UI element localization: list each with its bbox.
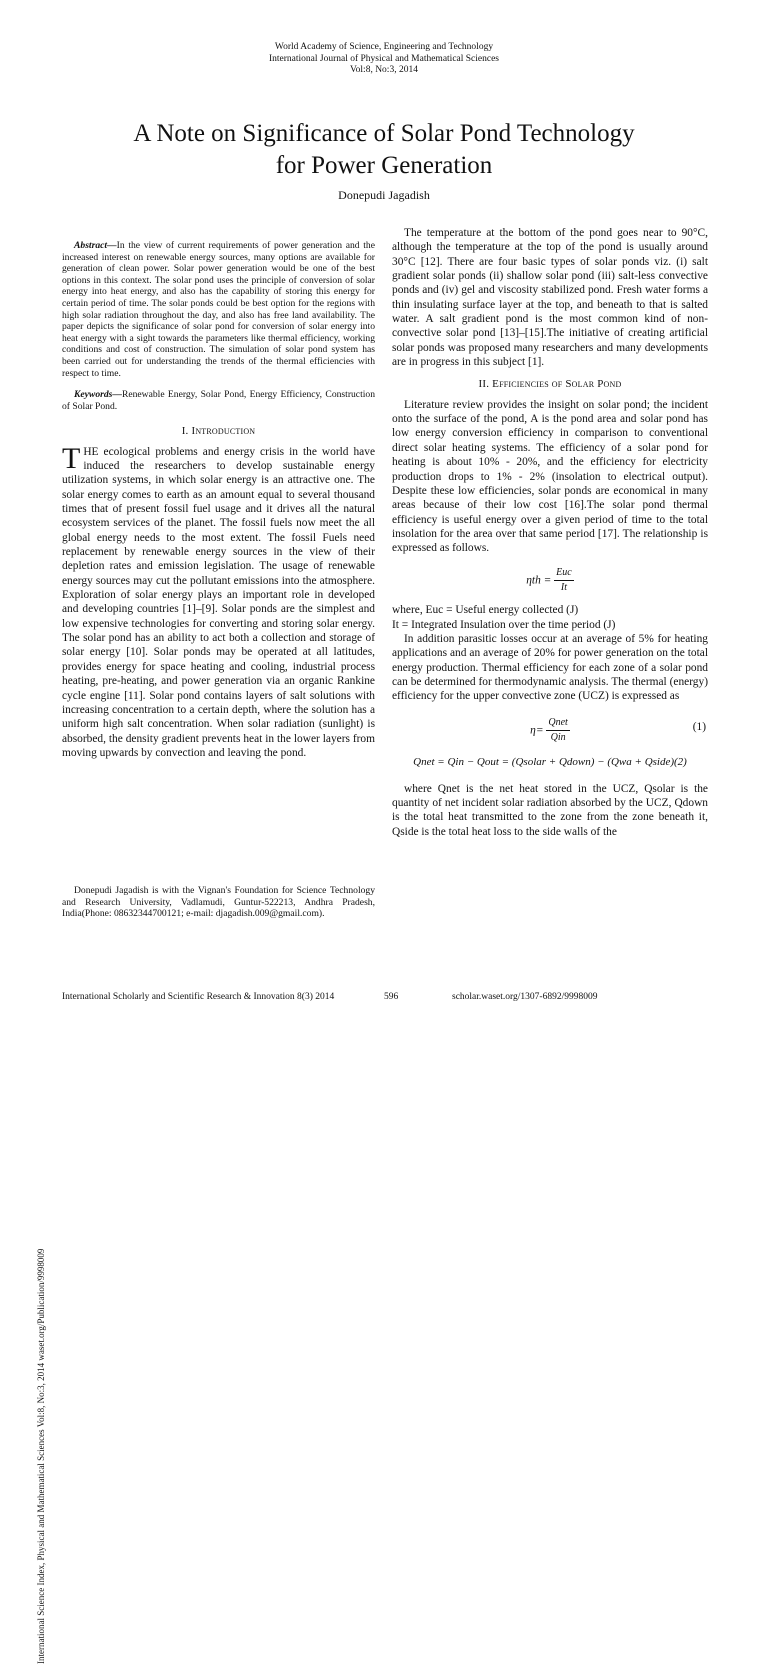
eq1-numerator: Euc bbox=[554, 566, 574, 581]
journal-volume: Vol:8, No:3, 2014 bbox=[350, 65, 418, 75]
abstract-text: In the view of current requirements of power generation and the increased interest on renewable energy sources, many options are available for generation of clean power. Solar power generation would be one of the best options in this context. The solar pond uses the principle of conversion of solar energy into heat energy, and also has the capability of storing this energy for certain period of time. The solar ponds could be best option for the regions with high solar radiation throughout the day, and also has free land availability. The paper depicts the significance of solar pond for conversion of solar energy into heat energy with a sight towards the parameters like thermal efficiency, working conditions and cost of construction. The simulation of solar pond system has been carried out for understanding the trends of the thermal efficiencies with respect to time. bbox=[62, 240, 375, 379]
eq2-fraction bbox=[546, 716, 569, 746]
section-heading-introduction: I. Introduction bbox=[181, 425, 256, 438]
title-line-1: A Note on Significance of Solar Pond Technology bbox=[133, 120, 635, 147]
eq1-lhs: ηth = bbox=[526, 574, 552, 587]
page-number: 596 bbox=[384, 992, 399, 1002]
equation-1 bbox=[392, 716, 708, 746]
eq1-fraction bbox=[554, 566, 574, 596]
section-heading-efficiencies: II. Efficiencies of Solar Pond bbox=[478, 378, 622, 391]
right-paragraph-4: where Qnet is the net heat stored in the UCZ, Qsolar is the quantity of net incident solar radiation absorbed by the UCZ, Qdown is the total heat transmitted to the zone from the zone beneath it, Qside is the total heat loss to the side walls of the bbox=[392, 782, 708, 838]
where-line-2: It = Integrated Insulation over the time period (J) bbox=[392, 618, 616, 631]
keywords bbox=[62, 389, 375, 412]
title-line-2: for Power Generation bbox=[275, 152, 493, 179]
abstract bbox=[62, 240, 375, 379]
journal-org: World Academy of Science, Engineering and Technology bbox=[274, 42, 494, 52]
right-paragraph-2: Literature review provides the insight on solar pond; the incident onto the surface of the pond, A is the pond area and solar pond has low energy conversion efficiency in comparison to conventional direct solar heating systems. The efficiency of a solar pond for heating is about 10% - 20%, and the efficiency for electricity production drops to 1% - 2% (insolation to electrical output). Despite these low efficiencies, solar ponds are economical in many areas because of their low cost [16].The solar pond thermal efficiency is useful energy over a given period of time to the total insolation for the area over that same period [17]. The relationship is expressed as follows. bbox=[392, 398, 708, 555]
eq2-denominator: Qin bbox=[550, 732, 566, 743]
where-line-1: where, Euc = Useful energy collected (J) bbox=[392, 604, 579, 617]
introduction-paragraph bbox=[62, 441, 375, 761]
right-paragraph-1: The temperature at the bottom of the pond goes near to 90°C, although the temperature at the top of the pond is usually around 30°C [12]. There are four basic types of solar ponds viz. (i) salt gradient solar ponds (ii) shallow solar pond (iii) salt-less convective ponds and (iv) gel and viscosity stabilized pond. Fresh water forms a thin insulating surface layer at the top, and beneath to that is salted water. A salt gradient pond is the most common kind of non-convective solar pond [13]–[15].The initiative of creating artificial solar ponds was proposed many researchers and many developments are in progress in this subject [1]. bbox=[392, 227, 708, 369]
footer-right[interactable]: scholar.waset.org/1307-6892/9998009 bbox=[452, 992, 598, 1002]
side-index-text: International Science Index, Physical and Mathematical Sciences Vol:8, No:3, 2014 waset.org/Publication/9998009 bbox=[36, 1248, 46, 1664]
paper-title bbox=[40, 118, 728, 182]
eq1-denominator: It bbox=[560, 581, 567, 593]
drop-cap: T bbox=[62, 441, 81, 475]
author-name: Donepudi Jagadish bbox=[338, 188, 430, 202]
keywords-text: Renewable Energy, Solar Pond, Energy Efficiency, Construction of Solar Pond. bbox=[62, 389, 375, 412]
journal-name: International Journal of Physical and Mathematical Sciences bbox=[268, 53, 500, 64]
author-footnote: Donepudi Jagadish is with the Vignan's Foundation for Science Technology and Research University, Vadlamudi, Guntur-522213, Andhra Pradesh, India(Phone: 08632344700121; e-mail: djagadish.009@gmail.com). bbox=[62, 885, 375, 920]
right-column bbox=[392, 226, 708, 839]
journal-header bbox=[0, 42, 768, 77]
footer-left: International Scholarly and Scientific Research & Innovation 8(3) 2014 bbox=[62, 992, 335, 1002]
equation-2: Qnet = Qin − Qout = (Qsolar + Qdown) − (Qwa + Qside)(2) bbox=[413, 756, 687, 769]
introduction-text: HE ecological problems and energy crisis in the world have induced the researchers to develop sustainable energy utilization systems, in which solar energy is an attractive one. The solar energy comes to earth as an amount equal to several thousand times that of present fossil fuel usage and it drives all the natural ecosystem services of the planet. The fossil fuels now meet the all global energy needs to the most extent. The fossil Fuels need replacement by renewable energy sources in the view of their depletion rates and emission legislation. The usage of renewable energy sources may cut the pollutant emissions into the atmosphere. Exploration of solar energy plays an important role in developed and developing countries [1]–[9]. Solar ponds are the simplest and low expensive technologies for converting and storing solar energy. The solar pond has an ability to act both a collection and storage of solar energy [10]. Solar ponds may be operated at all latitudes, provides energy for space heating and cooling, industrial process heating, pre-heating, and power generation via an organic Rankine cycle engine [11]. Solar pond contains layers of salt solutions with increasing concentration to a certain depth, where the solution has a uniform high salt concentration. When solar radiation (sunlight) is absorbed, the density gradient prevents heat in the lower layers from moving upwards by convection and leaving the pond. bbox=[62, 445, 375, 759]
right-paragraph-3: In addition parasitic losses occur at an average of 5% for heating applications and an average of 20% for power generation on the total energy production. Thermal efficiency for each zone of a solar pond can be determined for thermodynamic analysis. The thermal (energy) efficiency for the upper convective zone (UCZ) is expressed as bbox=[392, 632, 708, 703]
abstract-label: Abstract— bbox=[74, 240, 117, 251]
equation-thermal-efficiency bbox=[392, 566, 708, 596]
eq2-numerator: Qnet bbox=[546, 716, 569, 731]
eq2-lhs: η= bbox=[530, 724, 544, 737]
left-column bbox=[62, 240, 375, 760]
eq2-number: (1) bbox=[692, 720, 706, 733]
keywords-label: Keywords— bbox=[74, 389, 122, 401]
